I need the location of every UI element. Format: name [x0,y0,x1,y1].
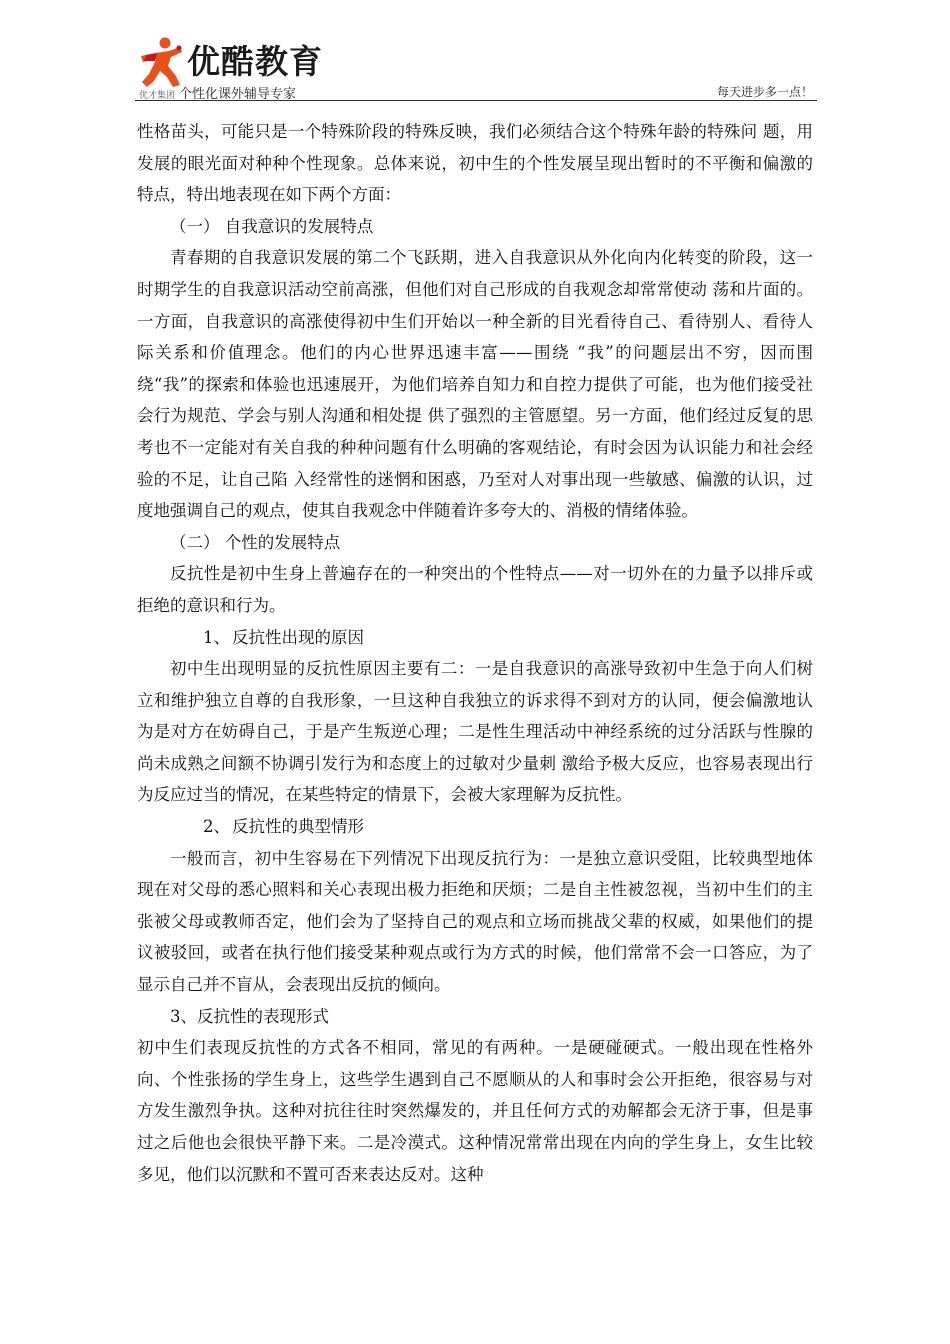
document-body [137,116,813,1190]
heading-text: 反抗性出现的原因 [232,627,364,647]
heading-text: 反抗性的典型情形 [232,817,364,837]
subsection-heading [137,622,813,654]
brand-prefix: 优才集团 [139,91,176,101]
runner-figure-icon [135,36,185,88]
header-slogan: 每天进步多一点！ [716,85,813,99]
body-paragraph: 初中生们表现反抗性的方式各不相同，常见的有两种。一是硬碰硬式。一般出现在性格外向、个性张扬的学生身上，这些学生遇到自己不愿顺从的人和事时会公开拒绝，很容易与对方发生激烈争执。这种对抗往往时突然爆发的，并且任何方式的劝解都会无济于事，但是事过之后他也会很快平静下来。二是冷漠式。这种情况常常出现在内向的学生身上，女生比较多见，他们以沉默和不置可否来表达反对。这种 [137,1038,813,1184]
section-heading: （二） 个性的发展特点 [170,532,341,552]
body-paragraph: 一般而言，初中生容易在下列情况下出现反抗行为：一是独立意识受阻，比较典型地体现在对父母的悉心照料和关心表现出极力拒绝和厌烦；二是自主性被忽视，当初中生们的主张被父母或教师否定，他们会为了坚持自己的观点和立场而挑战父辈的权威，如果他们的提议被驳回，或者在执行他们接受某种观点或行为方式的时候，他们常常不会一口答应，为了显示自己并不盲从，会表现出反抗的倾向。 [137,848,813,995]
heading-number: 2、 [203,817,230,837]
subsection-heading: 3、反抗性的表现形式 [170,1006,329,1026]
body-paragraph: 青春期的自我意识发展的第二个飞跃期，进入自我意识从外化向内化转变的阶段，这一时期学生的自我意识活动空前高涨，但他们对自己形成的自我观念却常常使动 荡和片面的。一方面，自我意识的高涨使得初中生们开始以一种全新的目光看待自己、看待别人、看待人际关系和价值理念。他们的内心世界迅速丰富——围绕 “我”的问题层出不穷，因而围绕“我”的探索和体验也迅速展开，为他们培养自知力和自控力提供了可能，也为他们接受社会行为规范、学会与别人沟通和相处提 供了强烈的主管愿望。另一方面，他们经过反复的思考也不一定能对有关自我的种种问题有什么明确的客观结论，有时会因为认识能力和社会经验的不足，让自己陷 入经常性的迷惘和困惑，乃至对人对事出现一些敏感、偏激的认识，过度地强调自己的观点，使其自我观念中伴随着许多夸大的、消极的情绪体验。 [137,248,813,521]
brand-sub-text: 个性化课外辅导专家 [179,87,297,102]
body-paragraph: 初中生出现明显的反抗性原因主要有二：一是自我意识的高涨导致初中生急于向人们树立和维护独立自尊的自我形象，一旦这种自我独立的诉求得不到对方的认同，便会偏激地认为是对方在妨碍自己，于是产生叛逆心理；二是性生理活动中神经系统的过分活跃与性腺的尚未成熟之间额不协调引发行为和态度上的过敏对少量刺 激给予极大反应，也容易表现出行为反应过当的情况，在某些特定的情景下，会被大家理解为反抗性。 [137,659,813,805]
heading-number: 1、 [203,627,230,647]
body-paragraph: 性格苗头，可能只是一个特殊阶段的特殊反映，我们必须结合这个特殊年龄的特殊问 题，用发展的眼光面对种种个性现象。总体来说，初中生的个性发展呈现出暂时的不平衡和偏激的特点，特出地表现在如下两个方面： [137,122,813,205]
header-rule [135,100,817,101]
brand-name: 优酷教育 [187,42,323,81]
page-header [135,30,817,102]
body-paragraph: 反抗性是初中生身上普遍存在的一种突出的个性特点——对一切外在的力量予以排斥或拒绝的意识和行为。 [137,564,813,615]
subsection-heading [137,811,813,843]
section-heading: （一） 自我意识的发展特点 [170,216,374,236]
